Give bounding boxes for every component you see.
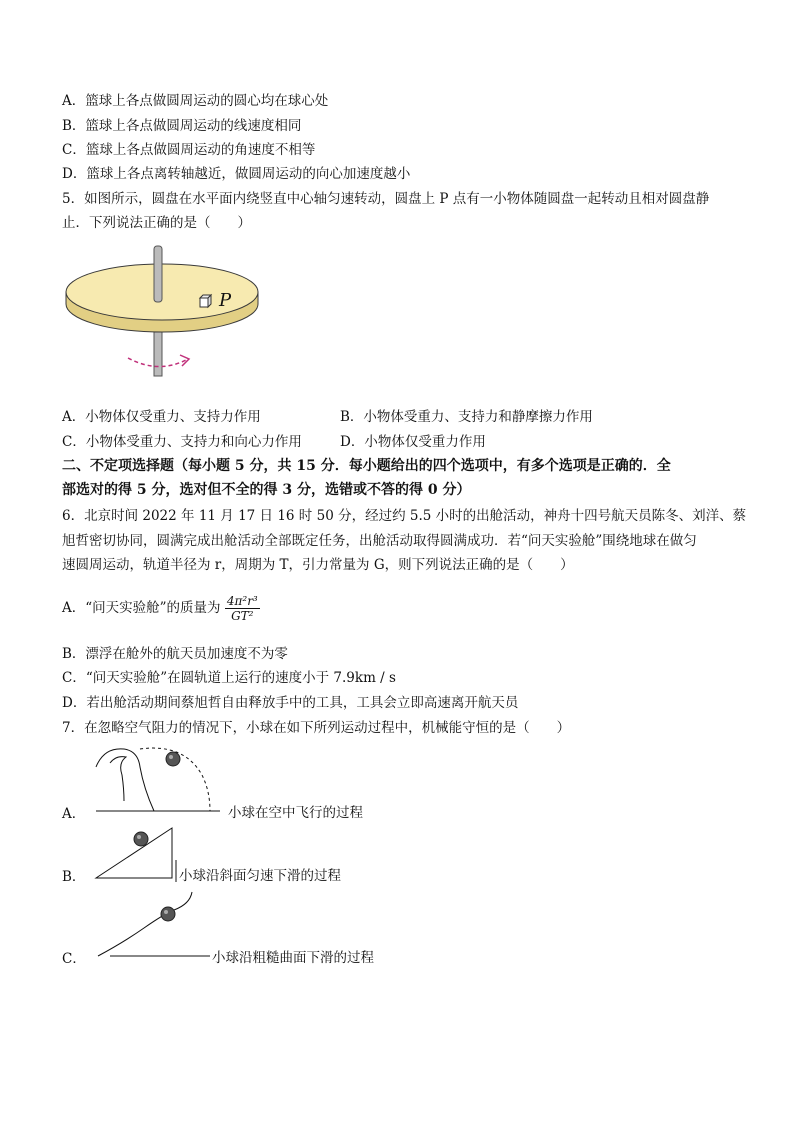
incline-figure xyxy=(94,826,184,882)
q5-option-a: A．小物体仅受重力、支持力作用 xyxy=(62,409,261,425)
q6-option-a-text: A．“问天实验舱”的质量为 xyxy=(62,600,221,616)
rotating-disk-figure xyxy=(62,240,262,380)
q7-option-b-letter: B． xyxy=(62,869,86,885)
formula-denominator: GT² xyxy=(231,609,254,623)
formula-numerator: 4π²r³ xyxy=(226,594,258,608)
q6-option-d: D．若出舱活动期间蔡旭哲自由释放手中的工具，工具会立即高速离开航天员 xyxy=(62,695,519,711)
q7-option-a-letter: A． xyxy=(62,806,86,822)
q5-option-c: C．小物体受重力、支持力和向心力作用 xyxy=(62,434,302,450)
q6-option-a xyxy=(62,594,260,623)
q4-option-b: B．篮球上各点做圆周运动的线速度相同 xyxy=(62,118,302,134)
q6-stem-line-1: 6．北京时间 2022 年 11 月 17 日 16 时 50 分，经过约 5.5 小时的出舱活动，神舟十四号航天员陈冬、刘洋、蔡 xyxy=(62,508,747,524)
q6-stem-line-3: 速圆周运动，轨道半径为 r，周期为 T，引力常量为 G，则下列说法正确的是（ ） xyxy=(62,557,574,573)
q6-option-c: C．“问天实验舱”在圆轨道上运行的速度小于 7.9km / s xyxy=(62,670,396,686)
section-2-title-line-2: 部选对的得 5 分，选对但不全的得 3 分，选错或不答的得 0 分） xyxy=(62,482,471,498)
q4-option-d: D．篮球上各点离转轴越近，做圆周运动的向心加速度越小 xyxy=(62,166,411,182)
mass-formula xyxy=(225,594,260,623)
q5-stem-line-1: 5．如图所示，圆盘在水平面内绕竖直中心轴匀速转动，圆盘上 P 点有一小物体随圆盘一起转动且相对圆盘静 xyxy=(62,191,710,207)
q5-option-d: D．小物体仅受重力作用 xyxy=(340,434,486,450)
q4-option-a: A．篮球上各点做圆周运动的圆心均在球心处 xyxy=(62,93,329,109)
q7-option-a-caption: 小球在空中飞行的过程 xyxy=(228,805,363,821)
q7-option-c-letter: C． xyxy=(62,951,86,967)
point-p-label: P xyxy=(219,290,232,311)
q5-option-b: B．小物体受重力、支持力和静摩擦力作用 xyxy=(340,409,593,425)
projectile-figure xyxy=(94,745,224,815)
q4-option-c: C．篮球上各点做圆周运动的角速度不相等 xyxy=(62,142,316,158)
q6-stem-line-2: 旭哲密切协同，圆满完成出舱活动全部既定任务，出舱活动取得圆满成功．若“问天实验舱”围绕地球在做匀 xyxy=(62,533,697,549)
q7-option-b-caption: 小球沿斜面匀速下滑的过程 xyxy=(179,868,341,884)
q7-option-c-caption: 小球沿粗糙曲面下滑的过程 xyxy=(212,950,374,966)
curved-surface-figure xyxy=(94,892,214,962)
q6-option-b: B．漂浮在舱外的航天员加速度不为零 xyxy=(62,646,288,662)
q5-stem-line-2: 止．下列说法正确的是（ ） xyxy=(62,215,251,231)
section-2-title-line-1: 二、不定项选择题（每小题 5 分，共 15 分．每小题给出的四个选项中，有多个选项是正确的．全 xyxy=(62,458,671,474)
q7-stem: 7．在忽略空气阻力的情况下，小球在如下所列运动过程中，机械能守恒的是（ ） xyxy=(62,720,571,736)
